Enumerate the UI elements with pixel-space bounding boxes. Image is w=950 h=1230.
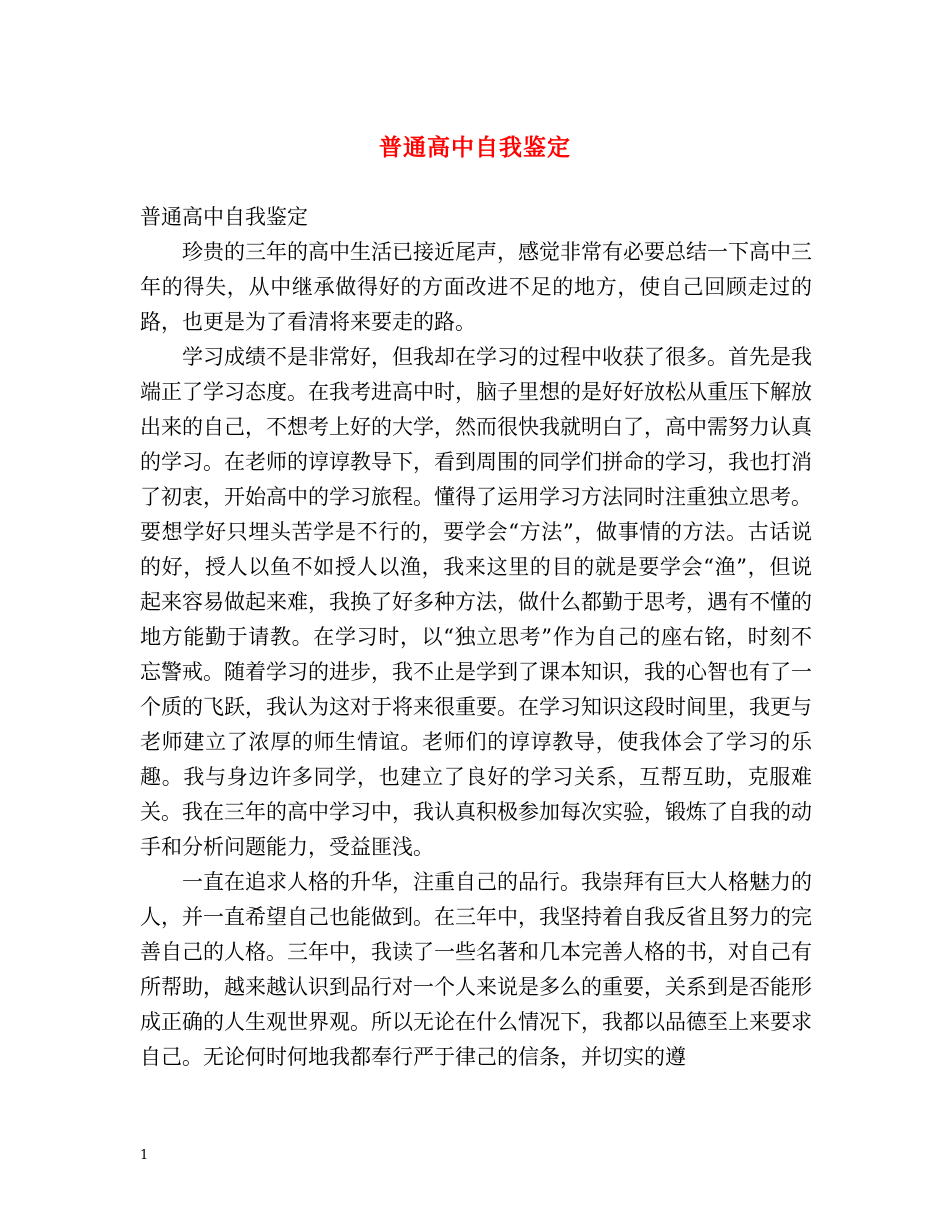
paragraph-intro: 珍贵的三年的高中生活已接近尾声，感觉非常有必要总结一下高中三年的得失，从中继承做得好的方面改进不足的地方，使自己回顾走过的路，也更是为了看清将来要走的路。 xyxy=(140,240,812,334)
document-body xyxy=(140,200,812,1075)
page-number: 1 xyxy=(140,1148,149,1163)
document-title: 普通高中自我鉴定 xyxy=(379,134,571,161)
document-subtitle: 普通高中自我鉴定 xyxy=(140,205,308,229)
paragraph-study: 学习成绩不是非常好，但我却在学习的过程中收获了很多。首先是我端正了学习态度。在我考进高中时，脑子里想的是好好放松从重压下解放出来的自己，不想考上好的大学，然而很快我就明白了，高中需努力认真的学习。在老师的谆谆教导下，看到周围的同学们拼命的学习，我也打消了初衷，开始高中的学习旅程。懂得了运用学习方法同时注重独立思考。要想学好只埋头苦学是不行的，要学会“方法”，做事情的方法。古话说的好，授人以鱼不如授人以渔，我来这里的目的就是要学会“渔”，但说起来容易做起来难，我换了好多种方法，做什么都勤于思考，遇有不懂的地方能勤于请教。在学习时，以“独立思考”作为自己的座右铭，时刻不忘警戒。随着学习的进步，我不止是学到了课本知识，我的心智也有了一个质的飞跃，我认为这对于将来很重要。在学习知识这段时间里，我更与老师建立了浓厚的师生情谊。老师们的谆谆教导，使我体会了学习的乐趣。我与身边许多同学，也建立了良好的学习关系，互帮互助，克服难关。我在三年的高中学习中，我认真积极参加每次实验，锻炼了自我的动手和分析问题能力，受益匪浅。 xyxy=(140,345,812,859)
paragraph-character: 一直在追求人格的升华，注重自己的品行。我崇拜有巨大人格魅力的人，并一直希望自己也能做到。在三年中，我坚持着自我反省且努力的完善自己的人格。三年中，我读了一些名著和几本完善人格的书，对自己有所帮助，越来越认识到品行对一个人来说是多么的重要，关系到是否能形成正确的人生观世界观。所以无论在什么情况下，我都以品德至上来要求自己。无论何时何地我都奉行严于律己的信条，并切实的遵 xyxy=(140,870,812,1069)
